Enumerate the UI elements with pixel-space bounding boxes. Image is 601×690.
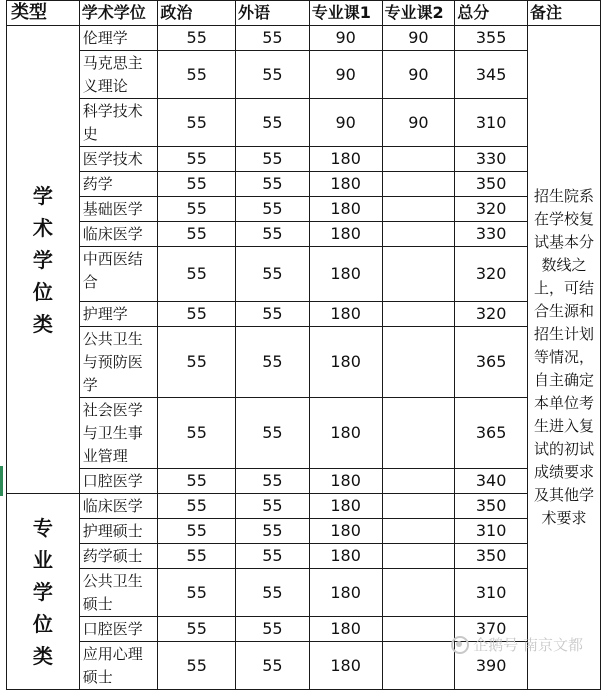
watermark: [451, 634, 583, 655]
major2-score: [382, 327, 455, 398]
major2-score: [382, 147, 455, 172]
total-score: 350: [455, 494, 528, 519]
subject-cell: 公共卫生硕士: [79, 569, 158, 617]
politics-score: 55: [158, 642, 236, 690]
language-score: 55: [236, 222, 310, 247]
table-row: [7, 26, 601, 51]
table-row: [7, 197, 601, 222]
major1-score: 180: [309, 302, 382, 327]
total-score: 365: [455, 327, 528, 398]
language-score: 55: [236, 172, 310, 197]
language-score: 55: [236, 617, 310, 642]
language-score: 55: [236, 247, 310, 302]
major2-score: [382, 172, 455, 197]
language-score: 55: [236, 147, 310, 172]
language-score: 55: [236, 398, 310, 469]
major1-score: 180: [309, 519, 382, 544]
major2-score: 90: [382, 26, 455, 51]
table-row: [7, 569, 601, 617]
language-score: 55: [236, 99, 310, 147]
major2-score: [382, 398, 455, 469]
header-cell: 备注: [527, 1, 600, 26]
major2-score: [382, 302, 455, 327]
politics-score: 55: [158, 99, 236, 147]
header-cell: 总分: [455, 1, 528, 26]
language-score: 55: [236, 302, 310, 327]
subject-cell: 公共卫生与预防医学: [79, 327, 158, 398]
category-professional: [7, 494, 80, 690]
subject-cell: 马克思主义理论: [79, 51, 158, 99]
major1-score: 180: [309, 172, 382, 197]
major2-score: 90: [382, 99, 455, 147]
penguin-logo-icon: [451, 636, 469, 654]
table-body: [7, 26, 601, 690]
score-table: [6, 0, 601, 690]
table-row: [7, 302, 601, 327]
subject-cell: 药学硕士: [79, 544, 158, 569]
header-row: [7, 1, 601, 26]
language-score: 55: [236, 26, 310, 51]
total-score: 340: [455, 469, 528, 494]
total-score: 355: [455, 26, 528, 51]
major1-score: 180: [309, 222, 382, 247]
major2-score: [382, 197, 455, 222]
language-score: 55: [236, 494, 310, 519]
language-score: 55: [236, 642, 310, 690]
major2-score: [382, 617, 455, 642]
language-score: 55: [236, 327, 310, 398]
header-cell: 外语: [236, 1, 310, 26]
politics-score: 55: [158, 172, 236, 197]
total-score: 365: [455, 398, 528, 469]
politics-score: 55: [158, 222, 236, 247]
major1-score: 180: [309, 569, 382, 617]
total-score: 350: [455, 544, 528, 569]
major1-score: 180: [309, 327, 382, 398]
header-cell: 学术学位: [79, 1, 158, 26]
subject-cell: 口腔医学: [79, 469, 158, 494]
politics-score: 55: [158, 26, 236, 51]
total-score: 390: [455, 642, 528, 690]
major1-score: 90: [309, 99, 382, 147]
politics-score: 55: [158, 617, 236, 642]
header-cell: 专业课1: [309, 1, 382, 26]
table-row: [7, 147, 601, 172]
table-row: [7, 469, 601, 494]
header-cell: 专业课2: [382, 1, 455, 26]
subject-cell: 临床医学: [79, 222, 158, 247]
category-label: 专业学位类: [32, 515, 53, 668]
table-row: [7, 544, 601, 569]
subject-cell: 科学技术史: [79, 99, 158, 147]
major1-score: 180: [309, 197, 382, 222]
table-row: [7, 99, 601, 147]
table-row: [7, 327, 601, 398]
politics-score: 55: [158, 398, 236, 469]
major2-score: [382, 544, 455, 569]
language-score: 55: [236, 519, 310, 544]
table-row: [7, 172, 601, 197]
language-score: 55: [236, 544, 310, 569]
row-selection-marker: [0, 466, 3, 496]
subject-cell: 基础医学: [79, 197, 158, 222]
subject-cell: 口腔医学: [79, 617, 158, 642]
table-row: [7, 519, 601, 544]
major1-score: 180: [309, 544, 382, 569]
table-row: [7, 494, 601, 519]
subject-cell: 临床医学: [79, 494, 158, 519]
politics-score: 55: [158, 544, 236, 569]
subject-cell: 应用心理硕士: [79, 642, 158, 690]
major1-score: 180: [309, 247, 382, 302]
header-cell: 政治: [158, 1, 236, 26]
language-score: 55: [236, 197, 310, 222]
total-score: 320: [455, 197, 528, 222]
politics-score: 55: [158, 247, 236, 302]
major2-score: [382, 569, 455, 617]
language-score: 55: [236, 569, 310, 617]
subject-cell: 护理学: [79, 302, 158, 327]
subject-cell: 护理硕士: [79, 519, 158, 544]
major1-score: 180: [309, 642, 382, 690]
major2-score: 90: [382, 51, 455, 99]
major1-score: 90: [309, 51, 382, 99]
language-score: 55: [236, 469, 310, 494]
politics-score: 55: [158, 494, 236, 519]
total-score: 320: [455, 302, 528, 327]
total-score: 350: [455, 172, 528, 197]
politics-score: 55: [158, 197, 236, 222]
total-score: 310: [455, 99, 528, 147]
politics-score: 55: [158, 302, 236, 327]
table-row: [7, 51, 601, 99]
politics-score: 55: [158, 51, 236, 99]
subject-cell: 社会医学与卫生事业管理: [79, 398, 158, 469]
politics-score: 55: [158, 327, 236, 398]
total-score: 330: [455, 222, 528, 247]
major1-score: 90: [309, 26, 382, 51]
subject-cell: 伦理学: [79, 26, 158, 51]
major2-score: [382, 642, 455, 690]
language-score: 55: [236, 51, 310, 99]
major2-score: [382, 469, 455, 494]
total-score: 330: [455, 147, 528, 172]
major1-score: 180: [309, 617, 382, 642]
remarks-text: 招生院系在学校复试基本分数线之上，可结合生源和招生计划等情况，自主确定本单位考生进入复试的初试成绩要求及其他学术要求: [533, 187, 594, 527]
politics-score: 55: [158, 569, 236, 617]
politics-score: 55: [158, 519, 236, 544]
header-cell: 类型: [7, 1, 80, 26]
major1-score: 180: [309, 469, 382, 494]
total-score: 310: [455, 519, 528, 544]
total-score: 370: [455, 617, 528, 642]
watermark-text: 企鹅号 南京文都: [473, 636, 583, 654]
major1-score: 180: [309, 147, 382, 172]
subject-cell: 中西医结合: [79, 247, 158, 302]
table-row: [7, 222, 601, 247]
subject-cell: 医学技术: [79, 147, 158, 172]
major2-score: [382, 222, 455, 247]
politics-score: 55: [158, 469, 236, 494]
total-score: 310: [455, 569, 528, 617]
major1-score: 180: [309, 398, 382, 469]
major2-score: [382, 494, 455, 519]
total-score: 320: [455, 247, 528, 302]
subject-cell: 药学: [79, 172, 158, 197]
table-row: [7, 398, 601, 469]
remarks-cell: [527, 26, 600, 690]
major2-score: [382, 519, 455, 544]
politics-score: 55: [158, 147, 236, 172]
category-academic: [7, 26, 80, 494]
total-score: 345: [455, 51, 528, 99]
major1-score: 180: [309, 494, 382, 519]
major2-score: [382, 247, 455, 302]
category-label: 学术学位类: [32, 183, 53, 336]
table-row: [7, 247, 601, 302]
